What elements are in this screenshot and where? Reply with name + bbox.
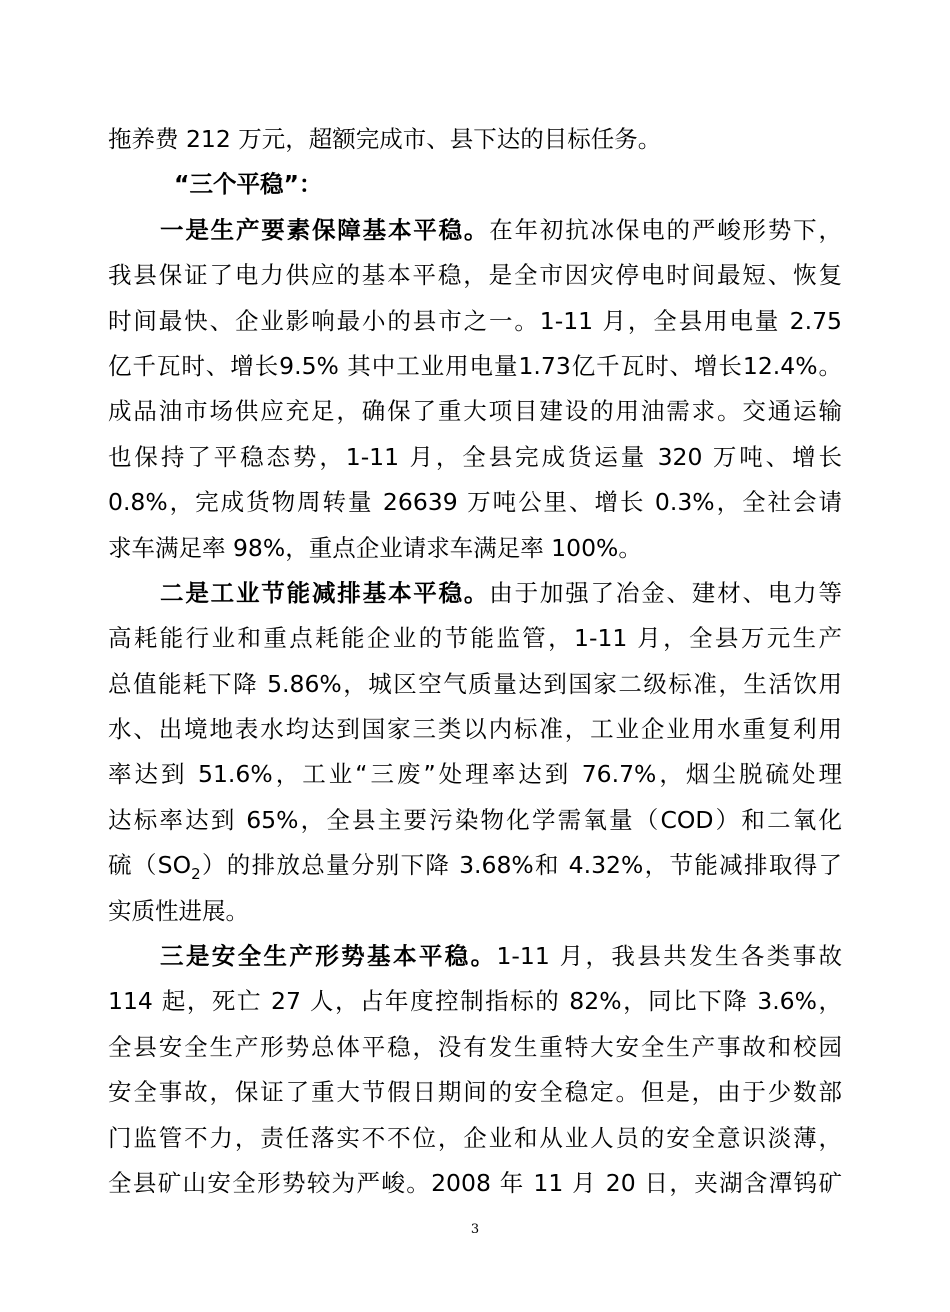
text-line: 亿千瓦时、增长9.5% 其中工业用电量1.73亿千瓦时、增长12.4%。 [108,351,842,380]
text-line: 求车满足率 98%，重点企业请求车满足率 100%。 [108,533,642,562]
paragraph-lead: 三是安全生产形势基本平稳。 [160,942,497,971]
text-line: 0.8%，完成货物周转量 26639 万吨公里、增长 0.3%，全社会请 [108,488,842,517]
text-line: 高耗能行业和重点耗能企业的节能监管，1-11 月，全县万元生产 [108,624,842,653]
page-number: 3 [470,1222,480,1237]
text-line: 时间最快、企业影响最小的县市之一。1-11 月，全县用电量 2.75 [108,306,842,335]
text-line: 总值能耗下降 5.86%，城区空气质量达到国家二级标准，生活饮用 [108,669,842,698]
paragraph-lead: 二是工业节能减排基本平稳。 [160,578,490,607]
text-line: 门监管不力，责任落实不不位，企业和从业人员的安全意识淡薄， [108,1123,842,1152]
text-line: 全县矿山安全形势较为严峻。2008 年 11 月 20 日，夹湖含潭钨矿 [108,1168,842,1197]
text-line: 安全事故，保证了重大节假日期间的安全稳定。但是，由于少数部 [108,1078,842,1107]
paragraph-2-line: 二是工业节能减排基本平稳。由于加强了冶金、建材、电力等 [160,578,842,607]
text-line: 全县安全生产形势总体平稳，没有发生重特大安全生产事故和校园 [108,1032,842,1061]
section-heading: “三个平稳”： [174,170,323,199]
text-line: 我县保证了电力供应的基本平稳，是全市因灾停电时间最短、恢复 [108,261,842,290]
subscript: 2 [191,865,201,884]
text-line: 率达到 51.6%，工业“三废”处理率达到 76.7%，烟尘脱硫处理 [108,760,842,789]
text-line: 也保持了平稳态势，1-11 月，全县完成货运量 320 万吨、增长 [108,442,842,471]
document-page [108,117,842,1206]
text-line: 达标率达到 65%，全县主要污染物化学需氧量（COD）和二氧化 [108,805,842,834]
text-line: 114 起，死亡 27 人，占年度控制指标的 82%，同比下降 3.6%， [108,987,842,1016]
paragraph-lead: 一是生产要素保障基本平稳。 [160,215,490,244]
text-line: 水、出境地表水均达到国家三类以内标准，工业企业用水重复利用 [108,715,842,744]
text-line: 硫$(SO_2)$的排放总量分别下降 3.68%和 4.32%，节能减排取得了 [108,851,842,884]
text-line: 实质性进展。 [108,896,249,925]
text-line: 拖养费 212 万元，超额完成市、县下达的目标任务。 [108,125,662,153]
paragraph-3-line: 三是安全生产形势基本平稳。1-11 月，我县共发生各类事故 [160,942,842,971]
text-line: 成品油市场供应充足，确保了重大项目建设的用油需求。交通运输 [108,397,842,426]
paragraph-1-line: 一是生产要素保障基本平稳。在年初抗冰保电的严峻形势下， [160,215,842,244]
